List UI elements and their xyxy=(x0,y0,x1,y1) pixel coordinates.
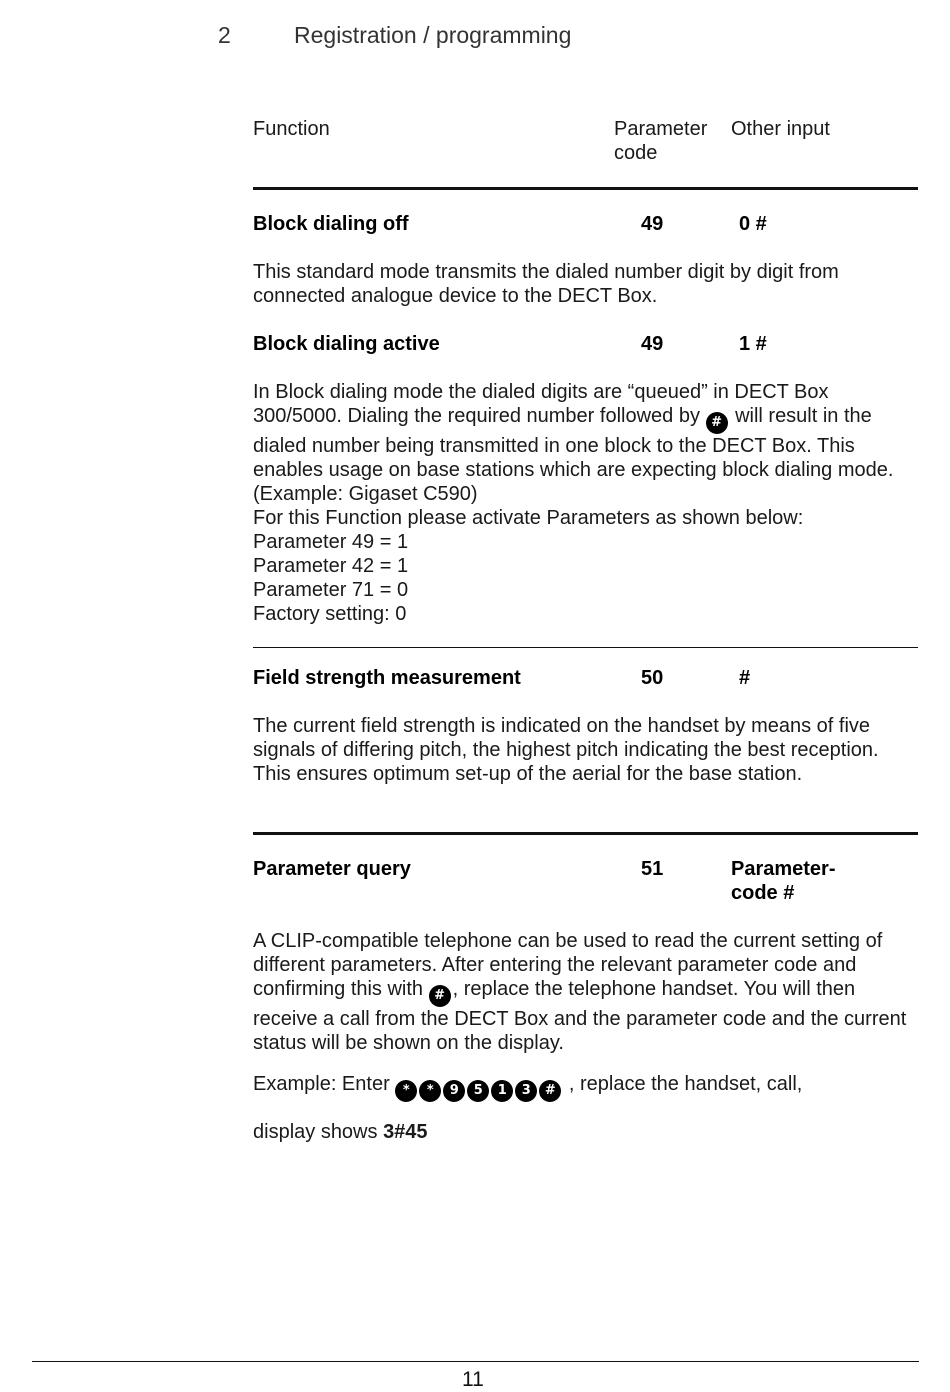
description-text-continued: will result in the dialed number being transmitted in one block to the DECT Box. This enables usage on base stations which are expecting block dialing mode.(Example: Gigaset C590) xyxy=(253,405,894,505)
display-prefix: display shows xyxy=(253,1121,384,1143)
other-input xyxy=(731,857,836,905)
chapter-number: 2 xyxy=(218,22,231,48)
other-input-line1: Parameter- xyxy=(731,858,836,880)
star-key-icon: * xyxy=(395,1080,417,1102)
column-heading-parameter-line1: Parameter xyxy=(614,118,708,140)
instruction-line: For this Function please activate Parameters as shown below: xyxy=(253,507,804,529)
parameter-setting-line: Parameter 71 = 0 xyxy=(253,579,409,601)
example-prefix: Example: Enter xyxy=(253,1073,390,1095)
other-input-line2: code # xyxy=(731,882,795,904)
section-description: This standard mode transmits the dialed number digit by digit from connected analogue device to the DECT Box. xyxy=(253,261,839,307)
section-description: The current field strength is indicated on the handset by means of five signals of differing pitch, the highest pitch indicating the best reception. This ensures optimum set-up of the aerial for the base station. xyxy=(253,715,879,785)
example-suffix: , replace the handset, call, xyxy=(563,1073,803,1095)
digit-1-key-icon: 1 xyxy=(491,1080,513,1102)
section-divider xyxy=(253,647,918,648)
description-text-continued: , replace the telephone handset. You will then receive a call from the DECT Box and the parameter code and the current status will be shown on the display. xyxy=(253,978,907,1054)
star-key-icon: * xyxy=(419,1080,441,1102)
column-heading-other-input: Other input xyxy=(731,118,830,140)
description-text: In Block dialing mode the dialed digits are “queued” in DECT Box 300/5000. Dialing the required number followed by xyxy=(253,381,829,427)
hash-key-icon: # xyxy=(539,1080,561,1102)
chapter-title: Registration / programming xyxy=(294,22,572,48)
other-input: 1 # xyxy=(739,333,767,355)
parameter-setting-line: Parameter 49 = 1 xyxy=(253,531,409,553)
parameter-code: 51 xyxy=(641,858,664,880)
hash-key-icon: # xyxy=(429,985,451,1007)
section-title-block-dialing-active: Block dialing active xyxy=(253,333,440,355)
column-heading-function: Function xyxy=(253,118,330,140)
factory-setting-line: Factory setting: 0 xyxy=(253,603,407,625)
example-line xyxy=(253,1072,918,1102)
footer-rule xyxy=(32,1361,919,1362)
section-title-block-dialing-off: Block dialing off xyxy=(253,213,409,235)
section-description xyxy=(253,929,918,1055)
display-value: 3#45 xyxy=(383,1121,428,1143)
section-title-parameter-query: Parameter query xyxy=(253,858,411,880)
column-heading-parameter-code xyxy=(614,117,707,165)
page-number: 11 xyxy=(462,1368,484,1391)
column-heading-parameter-line2: code xyxy=(614,142,658,164)
display-result-line xyxy=(253,1120,428,1144)
digit-5-key-icon: 5 xyxy=(467,1080,489,1102)
digit-9-key-icon: 9 xyxy=(443,1080,465,1102)
hash-key-icon: # xyxy=(706,412,728,434)
parameter-code: 49 xyxy=(641,213,664,235)
parameter-setting-line: Parameter 42 = 1 xyxy=(253,555,409,577)
other-input: 0 # xyxy=(739,213,767,235)
parameter-code: 50 xyxy=(641,667,664,689)
parameter-code: 49 xyxy=(641,333,664,355)
table-header-rule xyxy=(253,187,918,190)
section-description xyxy=(253,380,918,626)
other-input: # xyxy=(739,667,751,689)
section-divider xyxy=(253,832,918,835)
digit-3-key-icon: 3 xyxy=(515,1080,537,1102)
description-text: A CLIP-compatible telephone can be used to read the current setting of different parameters. After entering the relevant parameter code and confirming this with xyxy=(253,930,883,1000)
section-title-field-strength: Field strength measurement xyxy=(253,667,521,689)
